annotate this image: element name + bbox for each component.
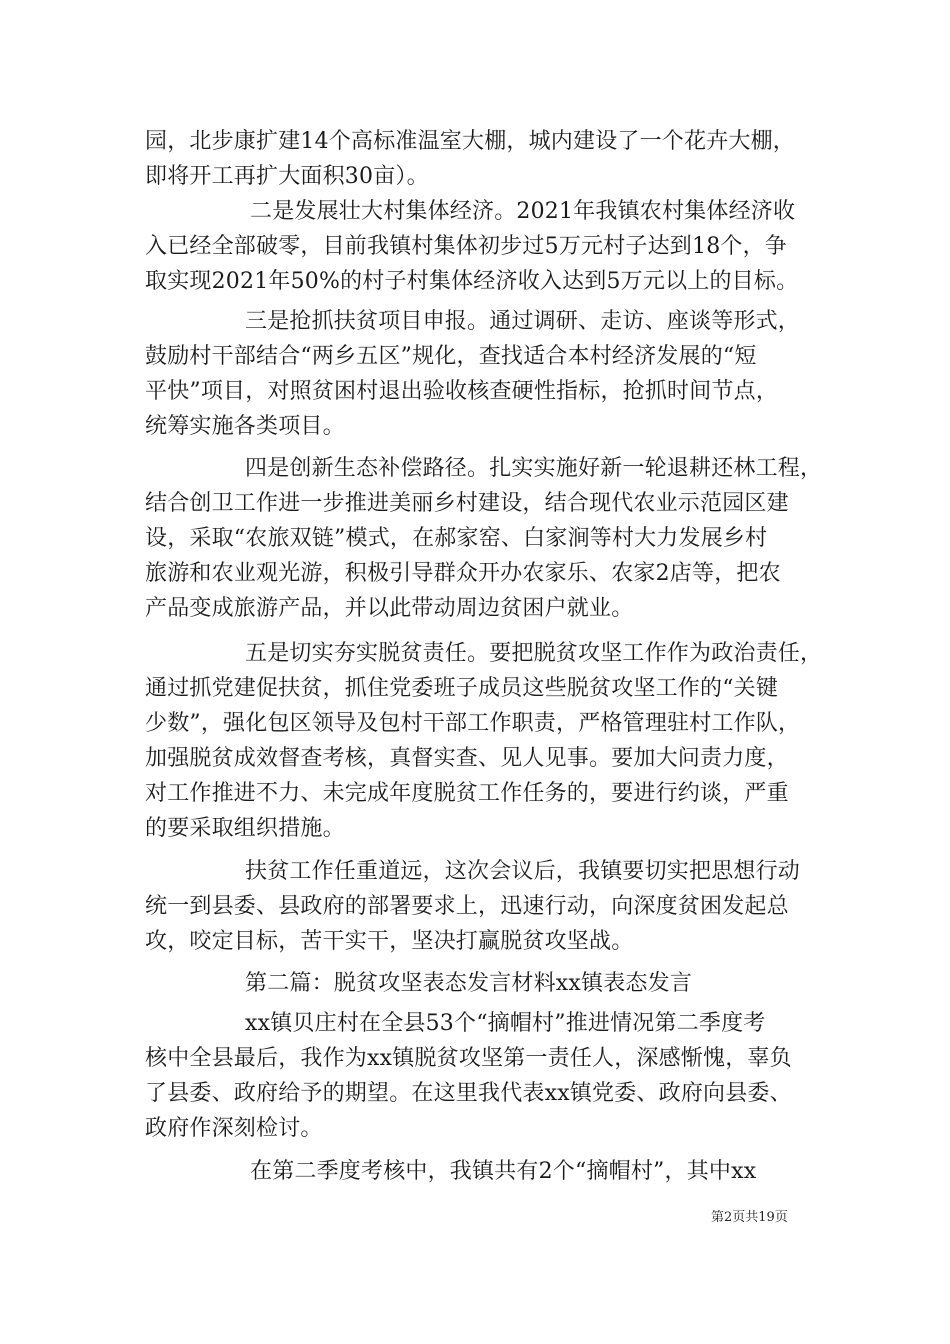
text-line: xx镇贝庄村在全县53个“摘帽村”推进情况第二季度考: [245, 1011, 766, 1036]
text-line: 政府作深刻检讨。: [145, 1116, 323, 1141]
text-line: 产品变成旅游产品，并以此带动周边贫困户就业。: [145, 596, 634, 621]
text-line: 三是抢抓扶贫项目申报。通过调研、走访、座谈等形式，: [245, 309, 801, 334]
text-line: 即将开工再扩大面积30亩）。: [145, 164, 429, 189]
text-line: 取实现2021年50%的村子村集体经济收入达到5万元以上的目标。: [145, 269, 799, 294]
text-line: 通过抓党建促扶贫，抓住党委班子成员这些脱贫攻坚工作的“关键: [145, 676, 779, 701]
page-number: 第2页共19页: [711, 1210, 788, 1225]
text-line: 攻，咬定目标，苦干实干，坚决打赢脱贫攻坚战。: [145, 929, 634, 954]
text-line: 加强脱贫成效督查考核，真督实查、见人见事。要加大问责力度，: [145, 746, 789, 771]
section-title: 第二篇：脱贫攻坚表态发言材料xx镇表态发言: [245, 971, 693, 996]
text-line: 了县委、政府给予的期望。在这里我代表xx镇党委、政府向县委、: [145, 1081, 792, 1106]
text-line: 设，采取“农旅双链”模式，在郝家窑、白家涧等村大力发展乡村: [145, 526, 768, 551]
text-line: 统一到县委、县政府的部署要求上，迅速行动，向深度贫困发起总: [145, 894, 789, 919]
text-line: 在第二季度考核中，我镇共有2个“摘帽村”，其中xx: [250, 1159, 757, 1184]
text-line: 统筹实施各类项目。: [145, 414, 345, 439]
text-line: 核中全县最后，我作为xx镇脱贫攻坚第一责任人，深感惭愧，辜负: [145, 1046, 792, 1071]
text-line: 园，北步康扩建14个高标准温室大棚，城内建设了一个花卉大棚，: [145, 129, 795, 154]
text-line: 扶贫工作任重道远，这次会议后，我镇要切实把思想行动: [245, 859, 801, 884]
text-line: 五是切实夯实脱贫责任。要把脱贫攻坚工作作为政治责任，: [245, 641, 823, 666]
text-line: 少数”，强化包区领导及包村干部工作职责，严格管理驻村工作队，: [145, 711, 801, 736]
text-line: 四是创新生态补偿路径。扎实实施好新一轮退耕还林工程，: [245, 456, 823, 481]
text-line: 鼓励村干部结合“两乡五区”规化，查找适合本村经济发展的“短: [145, 344, 757, 369]
text-line: 结合创卫工作进一步推进美丽乡村建设，结合现代农业示范园区建: [145, 491, 789, 516]
text-line: 二是发展壮大村集体经济。2021年我镇农村集体经济收: [250, 199, 796, 224]
text-line: 的要采取组织措施。: [145, 816, 345, 841]
text-line: 入已经全部破零，目前我镇村集体初步过5万元村子达到18个，争: [145, 234, 787, 259]
text-line: 对工作推进不力、未完成年度脱贫工作任务的，要进行约谈，严重: [145, 781, 789, 806]
text-line: 平快”项目，对照贫困村退出验收核查硬性指标，抢抓时间节点，: [145, 379, 779, 404]
text-line: 旅游和农业观光游，积极引导群众开办农家乐、农家2店等，把农: [145, 561, 781, 586]
